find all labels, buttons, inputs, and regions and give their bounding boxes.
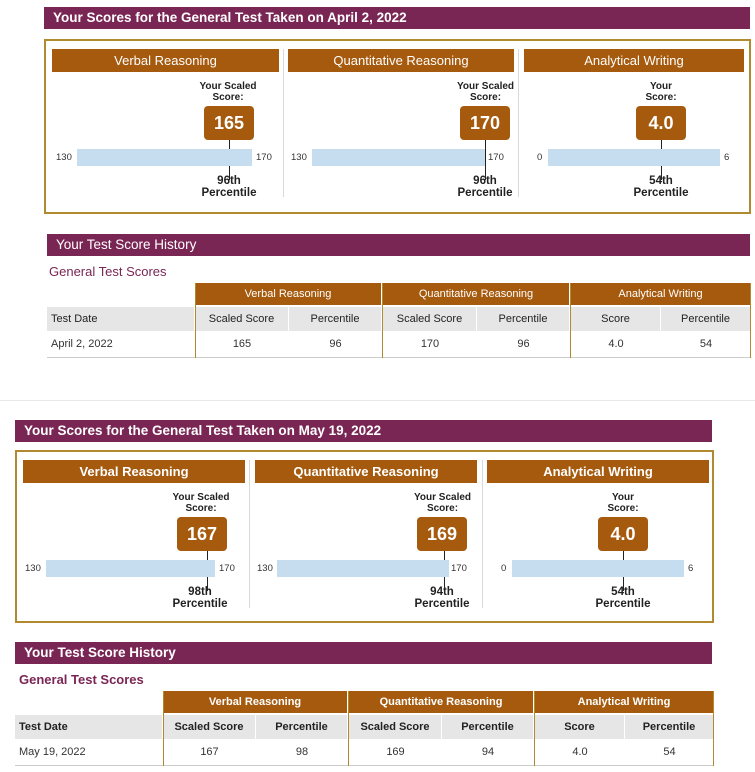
percentile-label: Percentile (414, 598, 470, 610)
history-banner: Your Test Score History (47, 234, 750, 256)
verbal-panel (52, 49, 279, 209)
table-cell: 170 (383, 332, 477, 358)
writing-header: Analytical Writing (524, 49, 744, 72)
score-caption: Your Scaled Score: (172, 492, 230, 514)
group-header-quant: Quantitative Reasoning (349, 691, 534, 713)
range-max: 170 (219, 563, 235, 574)
history-subtitle: General Test Scores (49, 264, 167, 279)
score-chip: 165 (204, 106, 254, 140)
col-header: Percentile (625, 715, 714, 739)
table-cell: 98 (256, 740, 348, 766)
col-header: Percentile (442, 715, 534, 739)
range-max: 6 (688, 563, 694, 574)
range-min: 0 (501, 563, 507, 574)
verbal-panel (23, 460, 245, 620)
score-caption: Your Scaled Score: (413, 492, 472, 514)
panel-divider (249, 460, 250, 608)
percentile-value: 98th (188, 586, 212, 598)
group-border (750, 283, 751, 358)
range-max: 170 (256, 152, 272, 163)
range-min: 0 (537, 152, 543, 163)
percentile-label: Percentile (633, 187, 689, 199)
history-subtitle: General Test Scores (19, 672, 144, 687)
group-border (348, 691, 349, 766)
table-cell: 4.0 (571, 332, 661, 358)
col-header: Scaled Score (195, 307, 289, 331)
report-banner: Your Scores for the General Test Taken on May 19, 2022 (15, 420, 712, 442)
score-chip: 170 (460, 106, 510, 140)
percentile-value: 96th (217, 175, 241, 187)
group-border (195, 283, 196, 358)
col-header-date: Test Date (47, 307, 195, 331)
table-cell: 169 (349, 740, 442, 766)
score-range-bar (512, 560, 684, 577)
quant-panel (288, 49, 514, 209)
verbal-header: Verbal Reasoning (52, 49, 279, 72)
table-cell: 4.0 (535, 740, 625, 766)
score-caption: Your Score: (645, 81, 677, 103)
screenshot-divider (0, 400, 755, 401)
group-header-writing: Analytical Writing (535, 691, 714, 713)
panel-divider (283, 49, 284, 197)
score-chip: 169 (417, 517, 467, 551)
writing-panel (487, 460, 709, 620)
score-range-bar (46, 560, 215, 577)
score-chip: 4.0 (636, 106, 686, 140)
range-min: 130 (291, 152, 307, 163)
quant-header: Quantitative Reasoning (288, 49, 514, 72)
group-border (713, 691, 714, 766)
score-summary-box (15, 450, 714, 623)
col-header: Percentile (661, 307, 751, 331)
table-cell: 96 (289, 332, 382, 358)
verbal-header: Verbal Reasoning (23, 460, 245, 483)
score-chip: 4.0 (598, 517, 648, 551)
percentile-label: Percentile (595, 598, 651, 610)
score-history-table (47, 283, 751, 358)
group-border (570, 283, 571, 358)
percentile-label: Percentile (457, 187, 513, 199)
table-cell: 165 (195, 332, 289, 358)
table-cell: 167 (163, 740, 256, 766)
score-range-bar (77, 149, 252, 166)
table-cell: 54 (625, 740, 714, 766)
writing-panel (524, 49, 744, 209)
panel-divider (518, 49, 519, 197)
group-border (382, 283, 383, 358)
col-header: Percentile (256, 715, 348, 739)
group-header-writing: Analytical Writing (571, 283, 751, 305)
report-banner: Your Scores for the General Test Taken on April 2, 2022 (44, 7, 750, 29)
col-header-date: Test Date (15, 715, 163, 739)
col-header: Scaled Score (383, 307, 477, 331)
score-caption: Your Scaled Score: (456, 81, 515, 103)
col-header: Percentile (477, 307, 570, 331)
percentile-label: Percentile (201, 187, 257, 199)
col-header: Score (571, 307, 661, 331)
panel-divider (482, 460, 483, 608)
score-range-bar (312, 149, 485, 166)
col-header: Percentile (289, 307, 382, 331)
score-chip: 167 (177, 517, 227, 551)
percentile-label: Percentile (172, 598, 228, 610)
range-min: 130 (257, 563, 273, 574)
history-banner: Your Test Score History (15, 642, 712, 664)
group-border (163, 691, 164, 766)
score-range-bar (277, 560, 449, 577)
score-summary-box (44, 39, 751, 214)
quant-header: Quantitative Reasoning (255, 460, 477, 483)
row-date: April 2, 2022 (47, 332, 195, 358)
table-cell: 96 (477, 332, 570, 358)
range-max: 6 (724, 152, 730, 163)
group-header-verbal: Verbal Reasoning (195, 283, 382, 305)
row-date: May 19, 2022 (15, 740, 163, 766)
range-max: 170 (451, 563, 467, 574)
percentile-value: 96th (473, 175, 497, 187)
percentile-value: 94th (430, 586, 454, 598)
group-header-verbal: Verbal Reasoning (163, 691, 348, 713)
score-marker (485, 140, 486, 180)
percentile-value: 54th (611, 586, 635, 598)
range-min: 130 (56, 152, 72, 163)
score-caption: Your Scaled Score: (199, 81, 257, 103)
col-header: Score (535, 715, 625, 739)
score-report-2 (0, 405, 755, 772)
score-history-table (15, 691, 714, 766)
score-caption: Your Score: (607, 492, 639, 514)
quant-panel (255, 460, 477, 620)
group-header-quant: Quantitative Reasoning (383, 283, 570, 305)
range-min: 130 (25, 563, 41, 574)
table-cell: 54 (661, 332, 751, 358)
group-border (534, 691, 535, 766)
range-max: 170 (488, 152, 504, 163)
percentile-value: 54th (649, 175, 673, 187)
table-cell: 94 (442, 740, 534, 766)
col-header: Scaled Score (163, 715, 256, 739)
score-range-bar (548, 149, 720, 166)
col-header: Scaled Score (349, 715, 442, 739)
writing-header: Analytical Writing (487, 460, 709, 483)
